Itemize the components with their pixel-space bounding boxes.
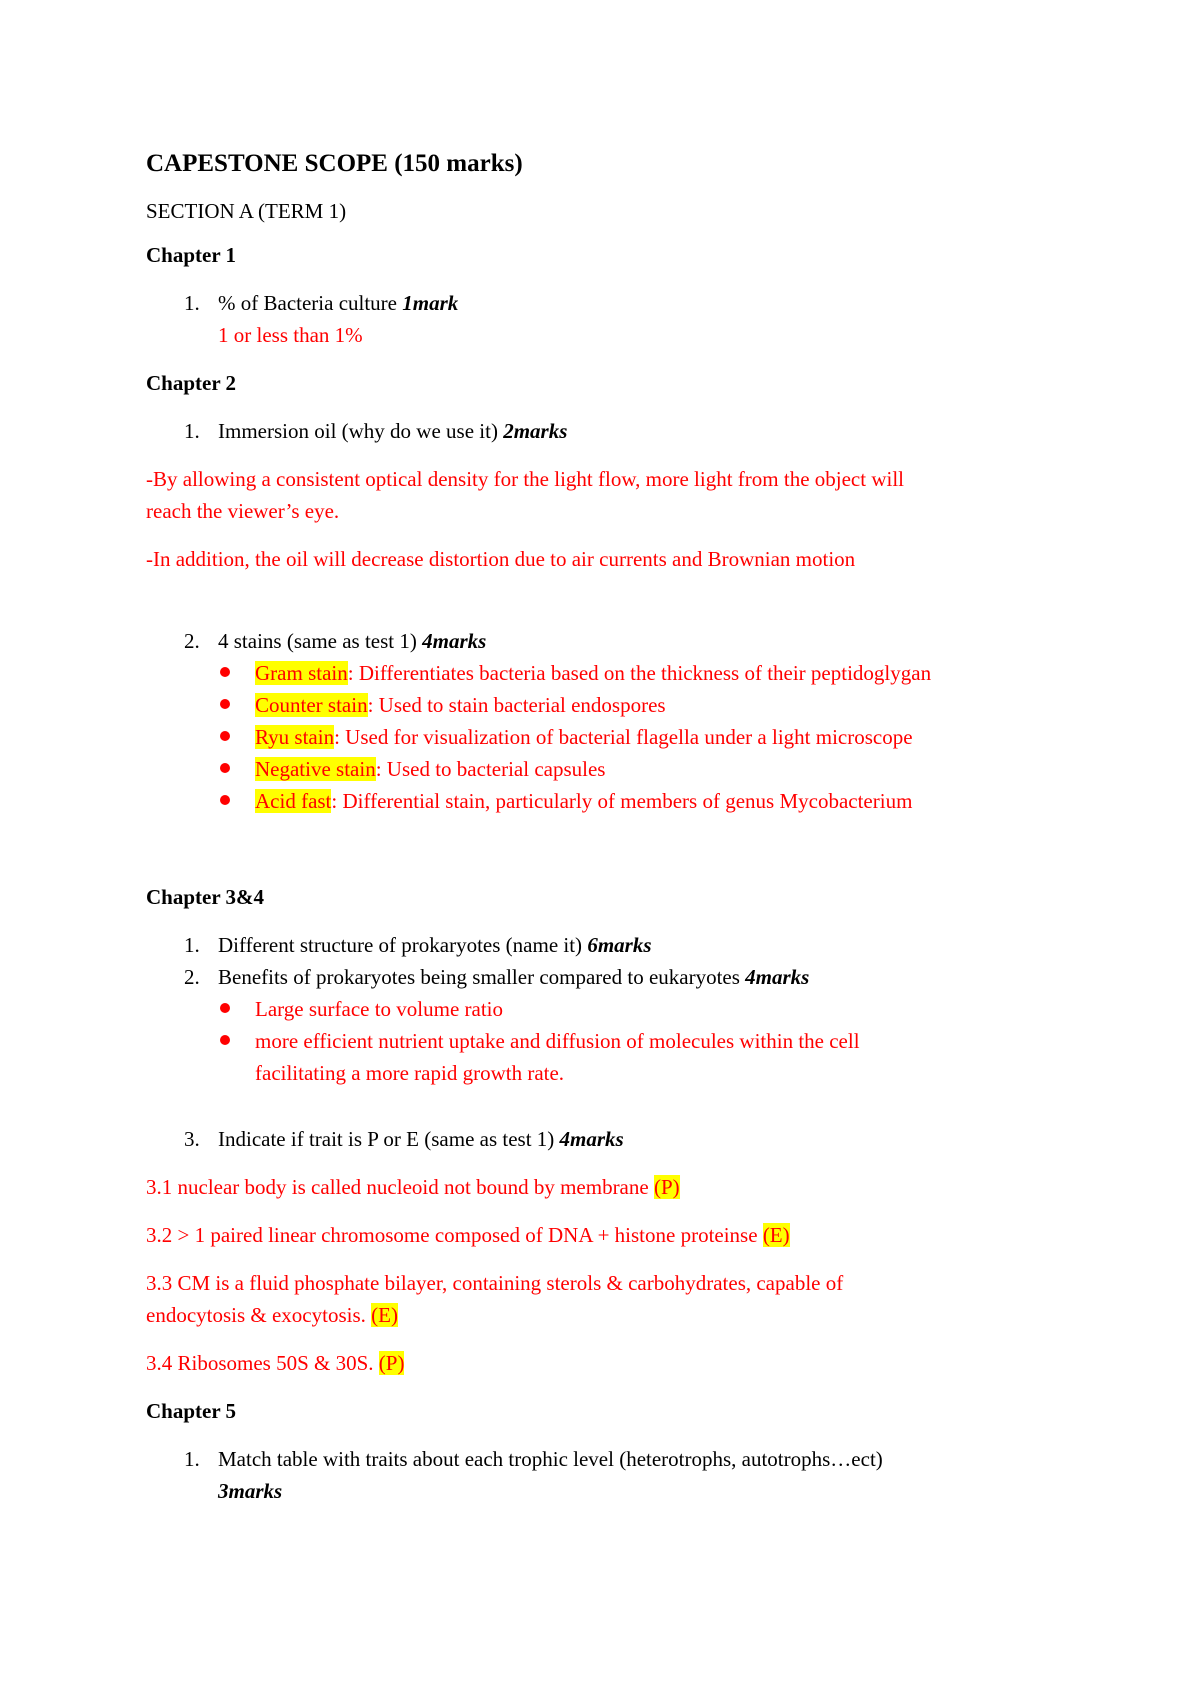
trait-answer: (E) — [371, 1303, 398, 1327]
question-label: Indicate if trait is P or E (same as test 1) — [218, 1127, 560, 1151]
question-number: 1. — [184, 933, 200, 957]
question-text — [218, 625, 486, 657]
bullet-icon — [220, 667, 230, 677]
stain-item — [255, 785, 912, 817]
question-text — [218, 961, 809, 993]
question-number: 1. — [184, 419, 200, 443]
trait-text: 3.2 > 1 paired linear chromosome composed of DNA + histone proteinse — [146, 1223, 763, 1247]
stain-item — [255, 689, 666, 721]
question-text: Match table with traits about each trophic level (heterotrophs, autotrophs…ect) — [218, 1447, 883, 1471]
bullet-icon — [220, 1035, 230, 1045]
answer-text: -By allowing a consistent optical density for the light flow, more light from the object will — [146, 467, 904, 491]
bullet-icon — [220, 763, 230, 773]
chapter-1-heading: Chapter 1 — [146, 243, 237, 267]
answer-text: -In addition, the oil will decrease distortion due to air currents and Brownian motion — [146, 547, 856, 571]
question-marks: 3marks — [218, 1479, 283, 1503]
question-marks: 2marks — [503, 419, 568, 443]
stain-item — [255, 753, 605, 785]
stain-name: Gram stain — [255, 661, 348, 685]
chapter-2-heading: Chapter 2 — [146, 371, 237, 395]
answer-bullet-continued: facilitating a more rapid growth rate. — [255, 1061, 565, 1085]
question-label: Immersion oil (why do we use it) — [218, 419, 504, 443]
stain-name: Counter stain — [255, 693, 368, 717]
trait-answer: (E) — [762, 1223, 790, 1247]
question-number: 2. — [184, 965, 200, 989]
chapter-5-heading: Chapter 5 — [146, 1399, 237, 1423]
question-number: 3. — [184, 1127, 200, 1151]
stain-item — [255, 721, 913, 753]
question-number: 1. — [184, 291, 200, 315]
question-label: 4 stains (same as test 1) — [218, 629, 423, 653]
question-text — [218, 287, 458, 319]
stain-item — [255, 657, 931, 689]
trait-item — [146, 1171, 680, 1203]
question-text — [218, 1123, 624, 1155]
question-marks: 4marks — [559, 1127, 624, 1151]
trait-text: 3.3 CM is a fluid phosphate bilayer, containing sterols & carbohydrates, capable of — [146, 1271, 844, 1295]
stain-description: : Used for visualization of bacterial flagella under a light microscope — [334, 725, 913, 749]
question-label: % of Bacteria culture — [218, 291, 403, 315]
trait-text: endocytosis & exocytosis. — [146, 1303, 372, 1327]
stain-description: : Used to stain bacterial endospores — [367, 693, 666, 717]
trait-text: 3.1 nuclear body is called nucleoid not bound by membrane — [146, 1175, 654, 1199]
answer-bullet: more efficient nutrient uptake and diffusion of molecules within the cell — [255, 1029, 860, 1053]
question-marks: 4marks — [422, 629, 487, 653]
question-number: 1. — [184, 1447, 200, 1471]
bullet-icon — [220, 795, 230, 805]
question-label: Different structure of prokaryotes (name it) — [218, 933, 588, 957]
section-heading: SECTION A (TERM 1) — [146, 199, 347, 223]
stain-name: Acid fast — [255, 789, 332, 813]
stain-name: Negative stain — [255, 757, 376, 781]
stain-description: : Differentiates bacteria based on the thickness of their peptidoglygan — [347, 661, 932, 685]
bullet-icon — [220, 1003, 230, 1013]
trait-answer: (P) — [653, 1175, 680, 1199]
bullet-icon — [220, 699, 230, 709]
trait-item — [146, 1219, 790, 1251]
question-marks: 4marks — [745, 965, 810, 989]
answer-text: reach the viewer’s eye. — [146, 499, 340, 523]
answer-bullet: Large surface to volume ratio — [255, 997, 504, 1021]
bullet-icon — [220, 731, 230, 741]
stain-name: Ryu stain — [255, 725, 335, 749]
question-number: 2. — [184, 629, 200, 653]
stain-description: : Used to bacterial capsules — [375, 757, 606, 781]
trait-item — [146, 1347, 404, 1379]
question-marks: 6marks — [587, 933, 652, 957]
question-label: Benefits of prokaryotes being smaller compared to eukaryotes — [218, 965, 746, 989]
stain-description: : Differential stain, particularly of members of genus Mycobacterium — [331, 789, 913, 813]
document-title: CAPESTONE SCOPE (150 marks) — [146, 150, 523, 177]
trait-answer: (P) — [378, 1351, 405, 1375]
trait-item — [146, 1299, 398, 1331]
question-marks: 1mark — [402, 291, 459, 315]
chapter-3-4-heading: Chapter 3&4 — [146, 885, 265, 909]
trait-text: 3.4 Ribosomes 50S & 30S. — [146, 1351, 379, 1375]
question-text — [218, 415, 567, 447]
answer-text: 1 or less than 1% — [218, 323, 363, 347]
question-text — [218, 929, 652, 961]
